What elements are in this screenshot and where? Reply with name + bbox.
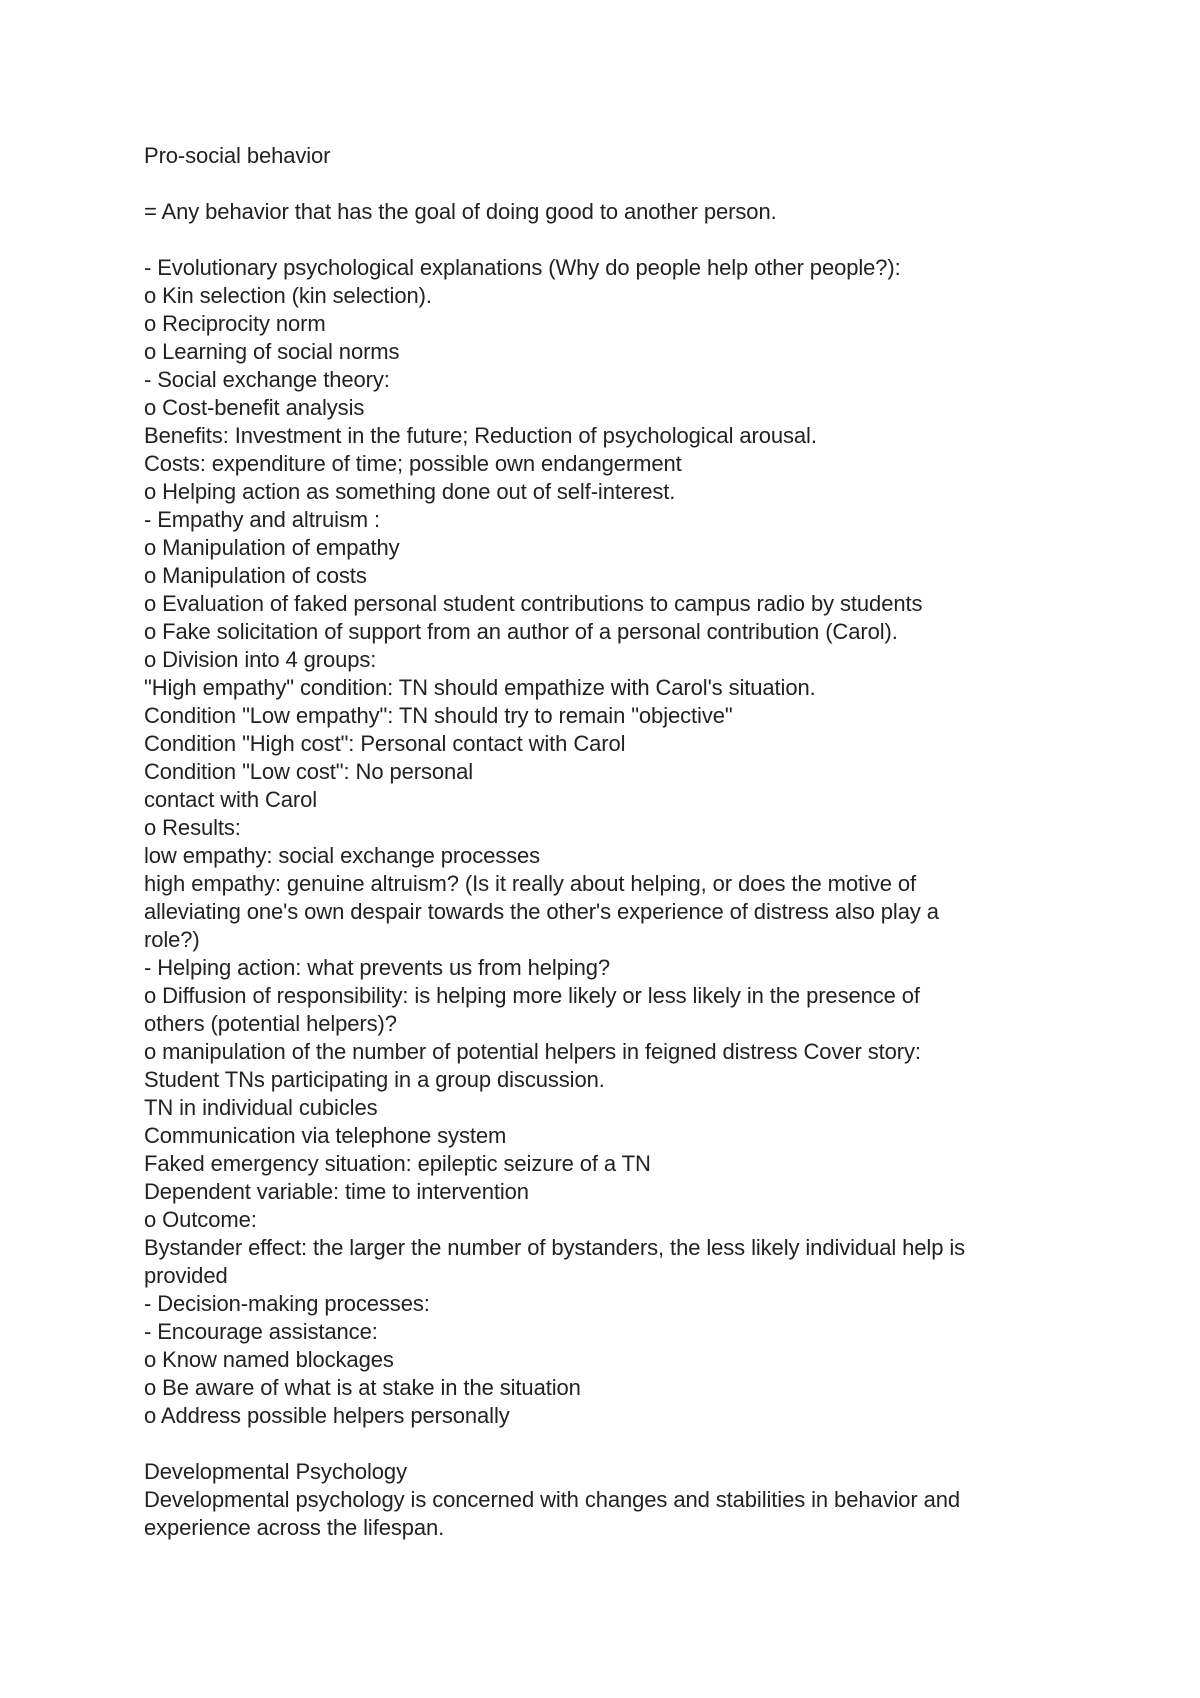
text-line: provided xyxy=(144,1263,228,1288)
text-line: - Helping action: what prevents us from helping? xyxy=(144,955,611,980)
text-line: Communication via telephone system xyxy=(144,1123,507,1148)
text-line: Bystander effect: the larger the number of bystanders, the less likely individual help is xyxy=(144,1235,966,1260)
text-line: o Manipulation of empathy xyxy=(144,535,400,560)
text-line: o Division into 4 groups: xyxy=(144,647,377,672)
text-line: "High empathy" condition: TN should empathize with Carol's situation. xyxy=(144,675,816,700)
text-line: o Cost-benefit analysis xyxy=(144,395,365,420)
text-line: - Encourage assistance: xyxy=(144,1319,378,1344)
text-line: Student TNs participating in a group discussion. xyxy=(144,1067,605,1092)
text-line: o Manipulation of costs xyxy=(144,563,367,588)
spacer xyxy=(144,1430,1074,1458)
spacer xyxy=(144,170,1074,198)
text-line: Dependent variable: time to intervention xyxy=(144,1179,529,1204)
text-line: - Social exchange theory: xyxy=(144,367,390,392)
text-line: contact with Carol xyxy=(144,787,318,812)
text-line: o Kin selection (kin selection). xyxy=(144,283,432,308)
text-line: low empathy: social exchange processes xyxy=(144,843,541,868)
text-line: others (potential helpers)? xyxy=(144,1011,397,1036)
text-line: - Decision-making processes: xyxy=(144,1291,430,1316)
text-line: TN in individual cubicles xyxy=(144,1095,378,1120)
text-line: Condition "Low cost": No personal xyxy=(144,759,474,784)
definition-line: = Any behavior that has the goal of doing good to another person. xyxy=(144,199,777,224)
text-line: Costs: expenditure of time; possible own endangerment xyxy=(144,451,682,476)
text-line: o Learning of social norms xyxy=(144,339,400,364)
text-line: o Reciprocity norm xyxy=(144,311,326,336)
text-line: o Results: xyxy=(144,815,241,840)
text-line: o Be aware of what is at stake in the situation xyxy=(144,1375,581,1400)
document-body xyxy=(144,142,1074,1542)
text-line: Condition "High cost": Personal contact with Carol xyxy=(144,731,626,756)
section-heading-developmental: Developmental Psychology xyxy=(144,1459,407,1484)
text-line: o Know named blockages xyxy=(144,1347,394,1372)
text-line: - Empathy and altruism : xyxy=(144,507,381,532)
text-line: high empathy: genuine altruism? (Is it really about helping, or does the motive of xyxy=(144,871,917,896)
text-line: experience across the lifespan. xyxy=(144,1515,445,1540)
text-line: o Helping action as something done out of self-interest. xyxy=(144,479,676,504)
text-line: Benefits: Investment in the future; Reduction of psychological arousal. xyxy=(144,423,817,448)
text-line: o Address possible helpers personally xyxy=(144,1403,510,1428)
text-line: o Evaluation of faked personal student contributions to campus radio by students xyxy=(144,591,923,616)
text-line: Developmental psychology is concerned with changes and stabilities in behavior and xyxy=(144,1487,961,1512)
text-line: - Evolutionary psychological explanations (Why do people help other people?): xyxy=(144,255,901,280)
text-line: alleviating one's own despair towards the other's experience of distress also play a xyxy=(144,899,939,924)
text-line: o Outcome: xyxy=(144,1207,257,1232)
text-line: Faked emergency situation: epileptic seizure of a TN xyxy=(144,1151,651,1176)
spacer xyxy=(144,226,1074,254)
text-line: o manipulation of the number of potential helpers in feigned distress Cover story: xyxy=(144,1039,921,1064)
section-heading-prosocial: Pro-social behavior xyxy=(144,143,331,168)
text-line: role?) xyxy=(144,927,200,952)
text-line: o Fake solicitation of support from an author of a personal contribution (Carol). xyxy=(144,619,898,644)
text-line: o Diffusion of responsibility: is helping more likely or less likely in the presence of xyxy=(144,983,920,1008)
text-line: Condition "Low empathy": TN should try to remain "objective" xyxy=(144,703,733,728)
